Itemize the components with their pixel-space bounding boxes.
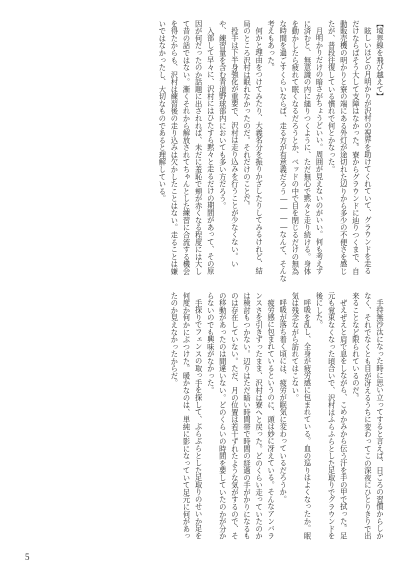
- body-paragraph: 入部して早々に、沢村にはひたすら黙々と走るだけの期間があって、その原因が何だったのか話題に出されれば、未だに羞恥で頬が赤くなる程度には大して昔の話ではない。漸くそれから解放されてちゃんとした練習に合流する機会を得たからも、沢村は練習後の走り込みは欠かしたことはない。走ることは嫌いではなかったし、大切なものであると理解している。: [158, 20, 216, 275]
- body-paragraph: 呼吸が落ち着く頃には、疲労が眠気に変わっているだろうか。: [279, 299, 289, 504]
- body-paragraph: 眩しいほどの月明かりが沢村の視界を助けてくれていて、グラウンドを走るだけならばそう大して支障はなかった。寮からグラウンドに辿りつくまで、自動販売機の明かりと寮の端にある外灯が途切れた辺りから多少の不便さを感じたが、普段往復している慣れで何とかなった。: [327, 20, 373, 275]
- body-paragraph: 手探りでフェンスの取っ手を探して、ぶらぶらとした足取りのせいか足を何度か何かにぶつけた。暖かなのは、単純に影になっていて足元に何があったのか見えなかったからだ。: [170, 292, 204, 540]
- upper-text-tier: [14, 20, 386, 282]
- lower-text-tier: [14, 292, 386, 546]
- body-paragraph: ぜえぜえと肩で息をしながら、こめかみから伝う汗を手の甲で拭った。足元も覚束なくなった頃合いで、沢村はふらふらとした足取りでグラウンドを後にした。: [315, 292, 349, 540]
- body-paragraph: 何かと理由をつけてみたり、大義名分を振りかざしたりしてみるけれど、結局のところ沢村は眠れなかったのだ。それだけのことだ。: [242, 20, 265, 275]
- body-paragraph: 投手は下半身強化が重要で、沢村は走り込みを行うことが少なくない。いや、練習量を含む青道野球部内においても多い方だろう。: [218, 20, 240, 268]
- page-number: 5: [25, 552, 30, 562]
- chapter-title: 【境界線を飛び越えて】: [376, 20, 385, 101]
- body-paragraph: 手持無沙汰になった時に思い立ってすると言えば、日ごろの習慣からしかなく、それでなくとも目が冴えるうちに変わってこの深夜にひとりきりで出来ることなど限られているのだ。: [351, 292, 385, 540]
- body-paragraph: 呼吸を乱し、全身が疲労感に包まれている。血の巡りはよくなったか。眠気は残念ながら訪れてはこない。: [291, 292, 313, 540]
- body-paragraph: 月明かりだけの暗さがちょうどいい。周囲が見えないのがいい。何も考えずに済むと、無意識の内に縋りつくように、ただ無心で黙々と走り続ける。身体を動かしたら疲れて眠くなるだろうとか、ベッドの中で目を閉じるだけの無為な時間を過ごすくらいならば、走る方が有意義だろう――――なんて、そんな考えもあった。: [267, 20, 325, 282]
- body-paragraph: 疲労感に包まれているというのに、頭は妙に冴えている。そんなアンバランスさを引きずったまま、沢村は寮へと戻った。どのくらい走っていたのかは検討もつかない。辺りはただ暗い時間帯で時間の経過の手がかりになるものは存在していない。ただ、月の位置は若干ずれたような気がするので、その移動があったのは間違いない。どのくらいの時間を要していたのかが分からないのでも興味がなかった。: [206, 292, 277, 540]
